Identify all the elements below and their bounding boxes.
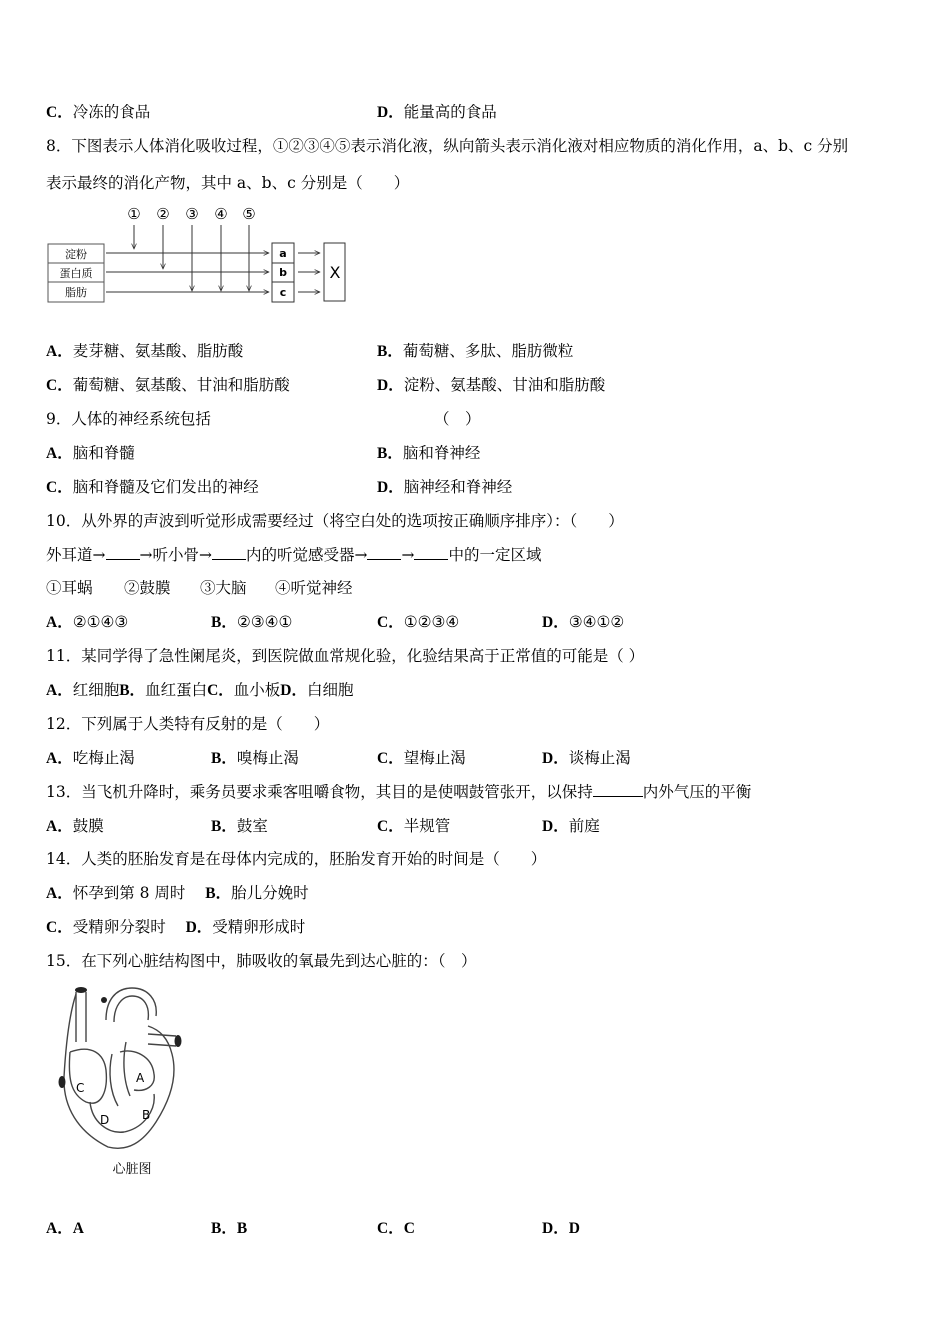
q10-item-4: ④听觉神经 — [275, 579, 353, 597]
q14-option-d[interactable]: D．受精卵形成时 — [185, 918, 306, 936]
q14-option-c[interactable]: C．受精卵分裂时 — [46, 918, 166, 936]
q10-option-d[interactable]: D．③④①② — [542, 613, 625, 631]
q15-option-c[interactable]: C．C — [377, 1220, 415, 1237]
q9-paren: （ ） — [434, 410, 481, 428]
q13-blank[interactable] — [593, 781, 643, 797]
heart-label-b: B — [142, 1108, 151, 1122]
q14-options-row1 — [46, 882, 309, 905]
q15-stem: 15．在下列心脏结构图中，肺吸收的氧最先到达心脏的：（ ） — [46, 952, 477, 970]
q7-option-c[interactable]: C．冷冻的食品 — [46, 103, 151, 121]
q10-item-2: ②鼓膜 — [124, 579, 171, 597]
q10-option-a[interactable]: A．②①④③ — [46, 613, 129, 631]
q11-option-c[interactable]: C．血小板 — [207, 681, 281, 699]
heart-label-c: C — [76, 1081, 85, 1095]
q10-option-c[interactable]: C．①②③④ — [377, 613, 460, 631]
q13-option-a[interactable]: A．鼓膜 — [46, 817, 104, 835]
q13-stem: 13．当飞机升降时，乘务员要求乘客咀嚼食物，其目的是使咽鼓管张开，以保持 内外气压的平衡 — [46, 783, 752, 801]
q10-option-b[interactable]: B．②③④① — [211, 613, 293, 631]
q14-option-b[interactable]: B．胎儿分娩时 — [205, 884, 309, 902]
q10-item-1: ①耳蜗 — [46, 579, 93, 597]
substance-protein: 蛋白质 — [59, 267, 93, 280]
q13-option-b[interactable]: B．鼓室 — [211, 817, 268, 835]
substance-starch: 淀粉 — [65, 248, 87, 261]
q8-option-d[interactable]: D．淀粉、氨基酸、甘油和脂肪酸 — [377, 376, 606, 394]
q14-option-a[interactable]: A．怀孕到第 8 周时 — [46, 884, 186, 902]
q12-option-d[interactable]: D．谈梅止渴 — [542, 749, 631, 767]
q9-option-b[interactable]: B．脑和脊神经 — [377, 444, 481, 462]
q11-option-a[interactable]: A．红细胞 — [46, 681, 120, 699]
q9-option-c[interactable]: C．脑和脊髓及它们发出的神经 — [46, 478, 259, 496]
heart-diagram — [48, 982, 188, 1182]
juice-label-3: ③ — [185, 205, 199, 223]
q11-options — [46, 679, 354, 702]
heart-label-d: D — [100, 1113, 110, 1127]
q8-option-a[interactable]: A．麦芽糖、氨基酸、脂肪酸 — [46, 342, 244, 360]
juice-label-1: ① — [127, 205, 141, 223]
digestion-diagram — [46, 203, 351, 305]
q9-option-d[interactable]: D．脑神经和脊神经 — [377, 478, 513, 496]
q10-sequence: 外耳道→ →听小骨→ 内的听觉感受器→ → 中的一定区域 — [46, 546, 542, 564]
q14-stem: 14．人类的胚胎发育是在母体内完成的，胚胎发育开始的时间是（ ） — [46, 850, 547, 868]
q7-option-d[interactable]: D．能量高的食品 — [377, 103, 497, 121]
q14-options-row2 — [46, 916, 305, 939]
q12-option-c[interactable]: C．望梅止渴 — [377, 749, 466, 767]
q8-stem-line1: 8．下图表示人体消化吸收过程，①②③④⑤表示消化液，纵向箭头表示消化液对相应物质的消化作用，a、b、c 分别 — [46, 137, 849, 155]
q8-option-b[interactable]: B．葡萄糖、多肽、脂肪微粒 — [377, 342, 574, 360]
q15-option-d[interactable]: D．D — [542, 1220, 580, 1237]
juice-label-2: ② — [156, 205, 170, 223]
q9-option-a[interactable]: A．脑和脊髓 — [46, 444, 135, 462]
substance-fat: 脂肪 — [65, 286, 87, 299]
q10-blank-1[interactable] — [106, 544, 140, 560]
q10-blank-3[interactable] — [367, 544, 401, 560]
q8-option-c[interactable]: C．葡萄糖、氨基酸、甘油和脂肪酸 — [46, 376, 290, 394]
q12-option-b[interactable]: B．嗅梅止渴 — [211, 749, 299, 767]
q9-stem: 9．人体的神经系统包括 — [46, 410, 211, 428]
q12-stem: 12．下列属于人类特有反射的是（ ） — [46, 715, 330, 733]
product-b: b — [279, 266, 287, 279]
q10-stem: 10．从外界的声波到听觉形成需要经过（将空白处的选项按正确顺序排序）：（ ） — [46, 512, 624, 530]
juice-label-4: ④ — [214, 205, 228, 223]
q10-blank-4[interactable] — [414, 544, 448, 560]
q11-option-b[interactable]: B．血红蛋白 — [119, 681, 208, 699]
q10-blank-2[interactable] — [212, 544, 246, 560]
q8-stem-line2: 表示最终的消化产物，其中 a、b、c 分别是（ ） — [46, 174, 410, 192]
q13-option-c[interactable]: C．半规管 — [377, 817, 451, 835]
q13-option-d[interactable]: D．前庭 — [542, 817, 600, 835]
q10-item-3: ③大脑 — [200, 579, 247, 597]
q12-option-a[interactable]: A．吃梅止渴 — [46, 749, 135, 767]
q15-option-a[interactable]: A．A — [46, 1220, 84, 1237]
q11-stem: 11．某同学得了急性阑尾炎，到医院做血常规化验，化验结果高于正常值的可能是（ ） — [46, 647, 645, 665]
juice-label-5: ⑤ — [242, 205, 256, 223]
heart-label-a: A — [136, 1071, 145, 1085]
product-a: a — [279, 247, 287, 260]
q15-option-b[interactable]: B．B — [211, 1220, 248, 1237]
q11-option-d[interactable]: D．白细胞 — [280, 681, 354, 699]
target-x: X — [329, 263, 341, 282]
product-c: c — [279, 286, 287, 299]
heart-caption: 心脏图 — [112, 1162, 152, 1177]
